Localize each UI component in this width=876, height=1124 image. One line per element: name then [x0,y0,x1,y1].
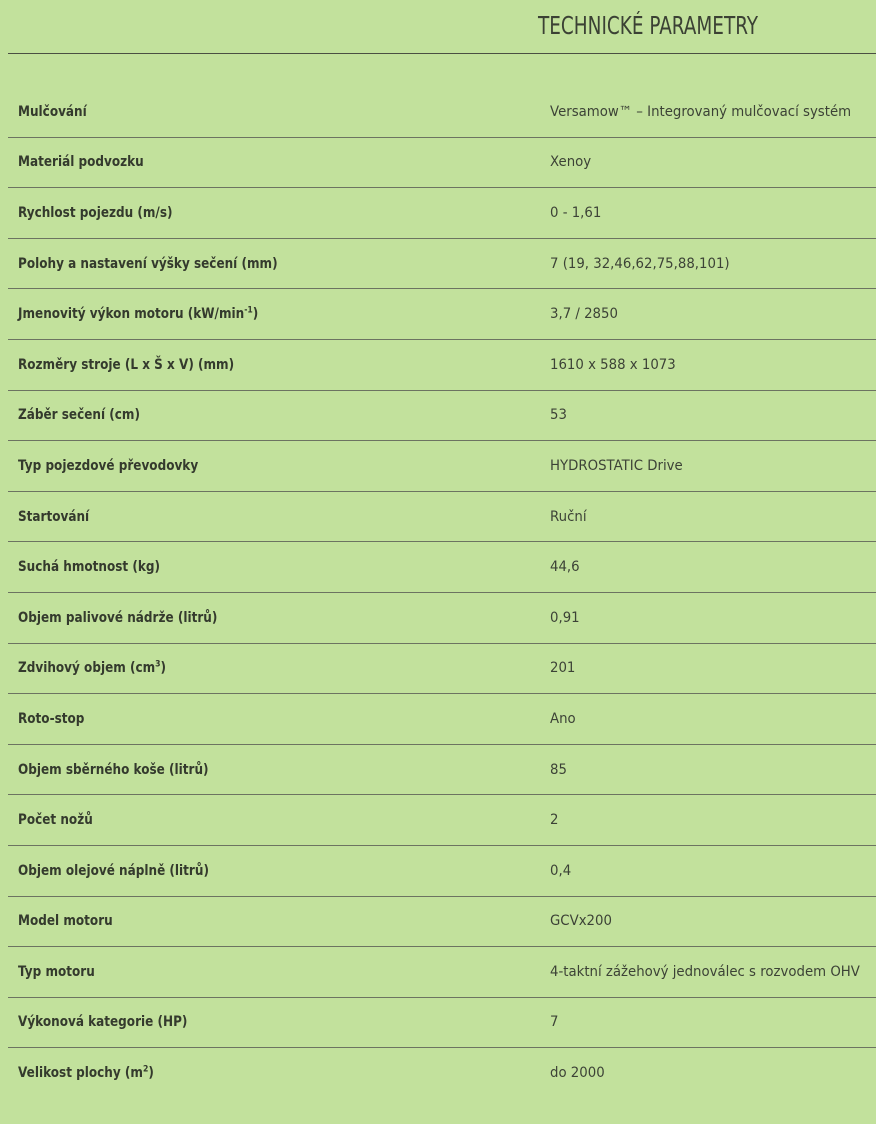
table-row [8,795,876,846]
spec-label-cell [8,896,550,947]
table-row [8,188,876,239]
spec-label-cell [8,188,550,239]
spec-label [18,964,95,980]
table-row [8,137,876,188]
spec-label-text: Počet nožů [18,812,93,829]
spec-value-cell [550,1048,876,1098]
spec-label-cell [8,289,550,340]
spec-label-text: Suchá hmotnost (kg) [18,559,161,576]
spec-label [18,1014,187,1030]
spec-label-cell [8,238,550,289]
spec-table [8,87,876,1098]
spec-label-cell [8,592,550,643]
spec-value: HYDROSTATIC Drive [549,457,683,474]
spec-label-cell [8,947,550,998]
spec-label-cell [8,441,550,492]
spec-label-text: Typ motoru [18,963,95,980]
spec-value: GCVx200 [549,913,612,930]
page-title: TECHNICKÉ PARAMETRY [538,11,758,40]
table-row [8,896,876,947]
spec-value: 3,7 / 2850 [549,306,618,323]
spec-label-superscript: -1 [244,305,253,316]
heading-bar [8,0,876,54]
spec-value-cell [550,643,876,694]
table-row [8,339,876,390]
spec-label [18,812,93,828]
spec-label [18,256,278,272]
spec-value-cell [550,441,876,492]
spec-label [18,559,160,575]
spec-value: 7 (19, 32,46,62,75,88,101) [549,255,730,272]
table-row [8,744,876,795]
spec-label [18,205,172,221]
spec-value: 7 [549,1014,559,1031]
spec-label-suffix: ) [160,660,167,677]
spec-value-cell [550,592,876,643]
spec-value: 201 [549,660,576,677]
spec-value-cell [550,845,876,896]
spec-label-suffix: ) [148,1065,154,1082]
spec-value: do 2000 [549,1065,605,1082]
spec-label-suffix: ) [252,306,259,323]
spec-label-text: Velikost plochy (m [18,1065,143,1082]
spec-label [18,711,84,727]
table-row [8,87,876,137]
table-row [8,643,876,694]
spec-value-cell [550,947,876,998]
spec-label-text: Rozměry stroje (L x Š x V) (mm) [18,356,235,373]
spec-label-cell [8,1048,550,1098]
spec-value-cell [550,694,876,745]
spec-label [18,104,87,120]
spec-label-text: Typ pojezdové převodovky [18,457,199,474]
spec-label-cell [8,137,550,188]
table-row [8,238,876,289]
spec-value-cell [550,188,876,239]
table-row [8,997,876,1048]
spec-label-superscript: 2 [142,1064,149,1075]
spec-label-text: Model motoru [18,913,113,930]
spec-label-superscript: 3 [155,659,161,670]
spec-label [18,1065,154,1081]
spec-label-text: Zdvihový objem (cm [18,660,156,677]
spec-value-cell [550,491,876,542]
spec-value: 0,4 [549,862,571,879]
spec-label [18,863,209,879]
spec-value-cell [550,390,876,441]
spec-value: Ano [549,710,576,727]
spec-value-cell [550,238,876,289]
spec-value: 2 [549,812,559,829]
spec-label-text: Polohy a nastavení výšky sečení (mm) [18,255,278,272]
spec-value-cell [550,87,876,137]
spec-label-text: Výkonová kategorie (HP) [18,1014,188,1031]
table-row [8,390,876,441]
spec-label-cell [8,845,550,896]
spec-label-cell [8,795,550,846]
spec-label-cell [8,87,550,137]
spec-label-text: Startování [18,508,90,525]
spec-label-cell [8,643,550,694]
spec-value-cell [550,896,876,947]
spec-label-cell [8,390,550,441]
spec-label [18,407,140,423]
spec-value: Xenoy [549,154,591,171]
spec-label [18,306,258,322]
spec-label [18,762,209,778]
spec-label [18,458,198,474]
table-row [8,694,876,745]
spec-value: 4-taktní zážehový jednoválec s rozvodem OHV [549,963,860,980]
spec-label-text: Záběr sečení (cm) [18,407,140,424]
table-row [8,1048,876,1098]
spec-value: 53 [549,407,567,424]
spec-value: 44,6 [549,559,580,576]
spec-label-text: Rychlost pojezdu (m/s) [18,204,173,221]
spec-value-cell [550,542,876,593]
spec-label-text: Materiál podvozku [18,154,144,171]
spec-label-text: Jmenovitý výkon motoru (kW/min [18,306,245,323]
spec-label-text: Roto-stop [18,710,85,727]
spec-label-cell [8,491,550,542]
spec-label-cell [8,694,550,745]
table-row [8,289,876,340]
spec-value-cell [550,744,876,795]
spec-value-cell [550,339,876,390]
spec-value-cell [550,997,876,1048]
table-row [8,947,876,998]
table-row [8,845,876,896]
spec-value-cell [550,137,876,188]
spec-label-text: Objem olejové náplně (litrů) [18,862,209,879]
spec-label [18,357,234,373]
spec-value-cell [550,289,876,340]
spec-value: 0,91 [549,609,580,626]
spec-label-cell [8,542,550,593]
spec-value: 1610 x 588 x 1073 [549,356,676,373]
spec-label [18,509,89,525]
spec-value: Versamow™ – Integrovaný mulčovací systém [549,103,851,120]
table-row [8,542,876,593]
table-row [8,441,876,492]
spec-label [18,660,166,676]
spec-table-body [8,87,876,1098]
spec-label [18,610,217,626]
spec-value-cell [550,795,876,846]
spec-label-text: Mulčování [18,103,87,120]
table-row [8,491,876,542]
spec-label-text: Objem palivové nádrže (litrů) [18,609,218,626]
spec-value: 0 - 1,61 [549,204,602,221]
spec-label-cell [8,997,550,1048]
spec-label [18,913,113,929]
spec-value: Ruční [549,508,587,525]
table-row [8,592,876,643]
spec-label-cell [8,744,550,795]
spec-label [18,154,144,170]
spec-value: 85 [549,761,567,778]
spec-label-cell [8,339,550,390]
spec-label-text: Objem sběrného koše (litrů) [18,761,209,778]
